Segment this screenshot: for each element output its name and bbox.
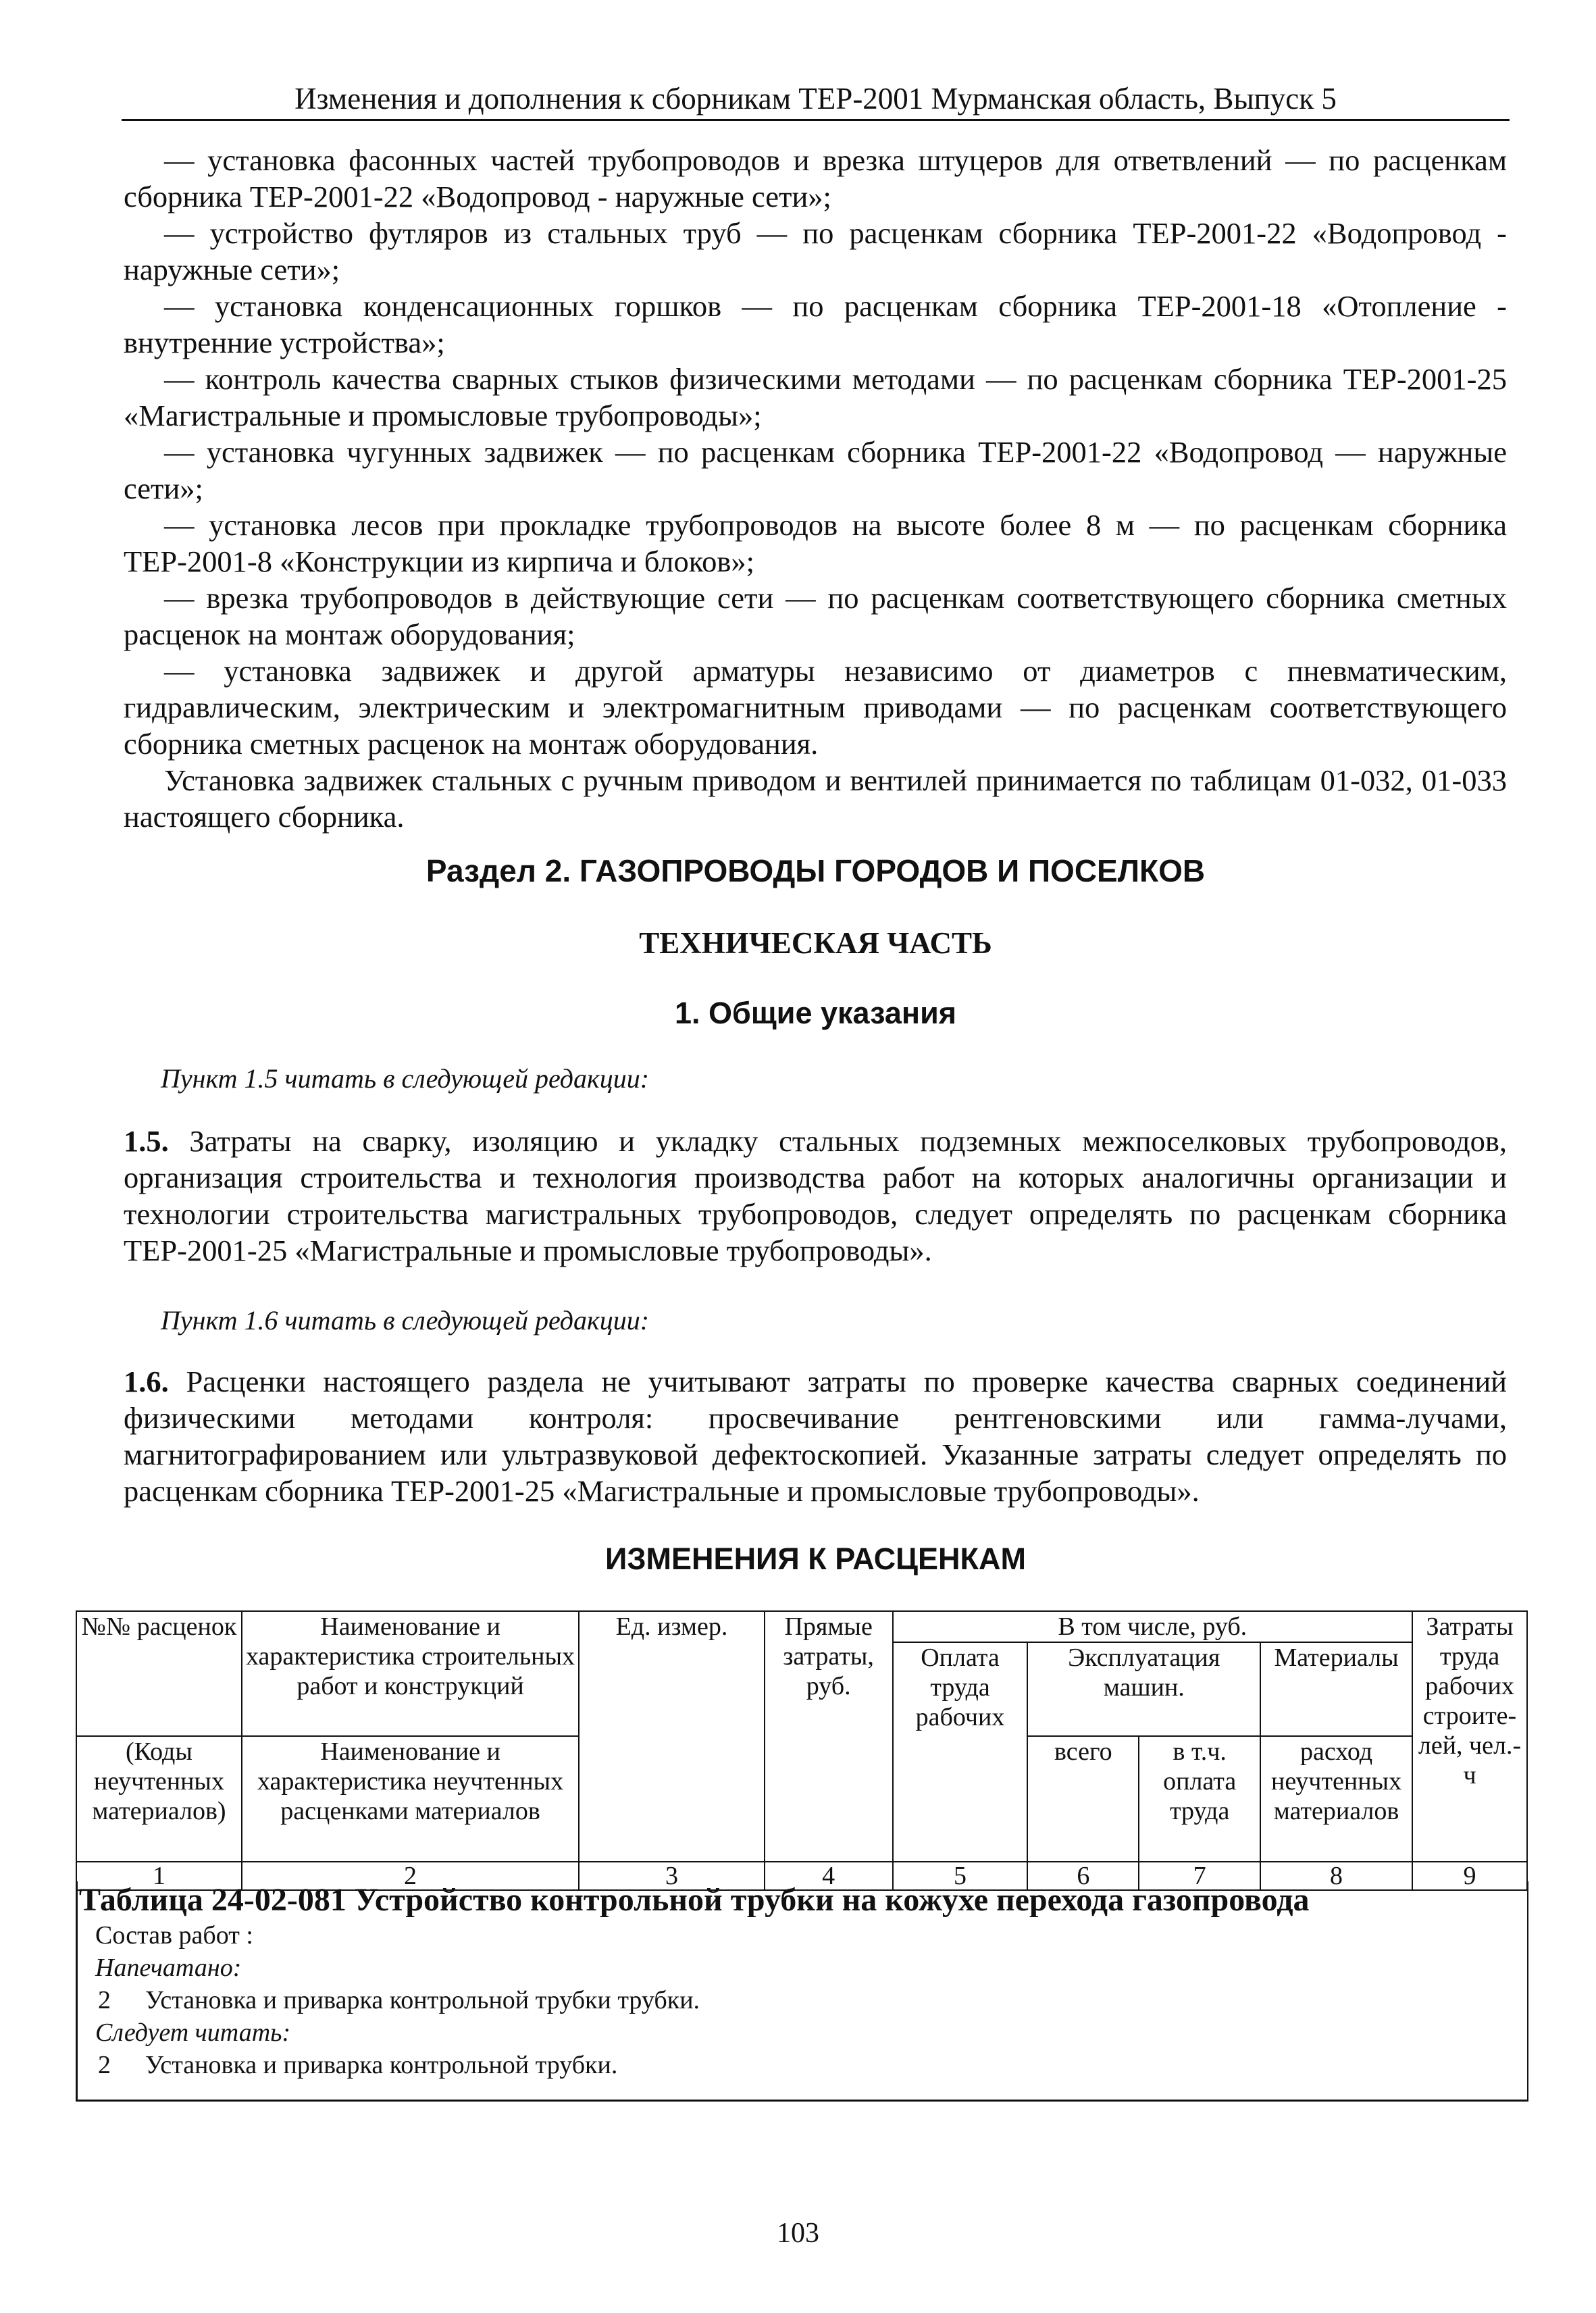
intro-paragraph: — установка фасонных частей трубопроводов и врезка штуцеров для ответвлений — по расценкам сборника ТЕР-2001-22 «Водопровод - наружные сети»; — [124, 143, 1507, 213]
general-provisions-title: 1. Общие указания — [674, 996, 957, 1030]
operation-number: 2 — [98, 1986, 111, 2014]
clause-1-6 — [124, 1363, 1507, 1509]
edit-note: Пункт 1.5 читать в следующей редакции: — [161, 1063, 650, 1094]
intro-paragraph: — контроль качества сварных стыков физическими методами — по расценкам сборника ТЕР-2001-25 «Магистральные и промысловые трубопроводы»; — [124, 362, 1507, 432]
table-body — [76, 1881, 1528, 2102]
clause-text: Затраты на сварку, изоляцию и укладку стальных подземных межпоселковых трубопроводов, организация строительства и технология производства работ на которых аналогичны организации и технологии строительства магистральных трубопроводов, следует определять по расценкам сборника ТЕР-2001-25 «Магистральные и промысловые трубопроводы». — [124, 1124, 1507, 1267]
operation-number: 2 — [98, 2051, 111, 2079]
header-cell-unit: Ед. измер. — [579, 1611, 765, 1862]
clause-text: Расценки настоящего раздела не учитывают затраты по проверке качества сварных соединений физическими методами контроля: просвечивание рентгеновскими или гамма-лучами, магнитографированием или ультразвуковой дефектоскопией. Указанные затраты следует определять по расценкам сборника ТЕР-2001-25 «Магистральные и промысловые трубопроводы». — [124, 1365, 1507, 1508]
column-number: 2 — [242, 1862, 579, 1890]
header-cell-including: В том числе, руб. — [893, 1611, 1412, 1642]
running-header: Изменения и дополнения к сборникам ТЕР-2001 Мурманская область, Выпуск 5 — [122, 80, 1510, 121]
header-cell-machines: Эксплуатация машин. — [1027, 1642, 1260, 1736]
column-number: 7 — [1139, 1862, 1260, 1890]
corrected-line — [84, 2049, 617, 2081]
header-cell-wages: Оплата труда рабочих — [893, 1642, 1028, 1862]
intro-paragraph: — установка лесов при прокладке трубопроводов на высоте более 8 м — по расценкам сборника ТЕР-2001-8 «Конструкции из кирпича и блоков»; — [124, 508, 1507, 578]
header-cell-material-names: Наименование и характеристика неучтенных расценками материалов — [242, 1736, 579, 1862]
header-cell-material-codes: (Коды неучтенных материалов) — [76, 1736, 242, 1862]
operation-text: Установка и приварка контрольной трубки трубки. — [145, 1986, 700, 2014]
clause-number: 1.6. — [124, 1365, 169, 1398]
technical-part-title: ТЕХНИЧЕСКАЯ ЧАСТЬ — [639, 926, 992, 960]
intro-paragraph: — врезка трубопроводов в действующие сети — по расценкам соответствующего сборника сметных расценок на монтаж оборудования; — [124, 581, 1507, 651]
printed-line — [84, 1984, 700, 2016]
header-cell-rate-number: №№ расценок — [76, 1611, 242, 1736]
printed-label: Напечатано: — [95, 1954, 242, 1982]
intro-paragraph: — установка конденсационных горшков — по расценкам сборника ТЕР-2001-18 «Отопление - внутренние устройства»; — [124, 289, 1507, 359]
intro-paragraph: — установка задвижек и другой арматуры независимо от диаметров с пневматическим, гидравлическим, электрическим и электромагнитным приводами — по расценкам соответствующего сборника сметных расценок на монтаж оборудования. — [124, 654, 1507, 761]
changes-title: ИЗМЕНЕНИЯ К РАСЦЕНКАМ — [605, 1542, 1026, 1576]
rates-table-header — [76, 1610, 1528, 1891]
intro-text — [124, 142, 1507, 835]
clause-1-5 — [124, 1123, 1507, 1269]
edit-note: Пункт 1.6 читать в следующей редакции: — [161, 1305, 650, 1336]
work-composition-label: Состав работ : — [95, 1921, 253, 1950]
column-number: 1 — [76, 1862, 242, 1890]
header-cell-work-name: Наименование и характеристика строительных работ и конструкций — [242, 1611, 579, 1736]
column-number: 4 — [765, 1862, 893, 1890]
clause-number: 1.5. — [124, 1124, 169, 1158]
column-number: 6 — [1027, 1862, 1139, 1890]
should-read-label: Следует читать: — [95, 2018, 291, 2047]
page-number: 103 — [777, 2218, 819, 2249]
intro-paragraph: — устройство футляров из стальных труб — по расценкам сборника ТЕР-2001-22 «Водопровод - наружные сети»; — [124, 216, 1507, 286]
intro-paragraph: — установка чугунных задвижек — по расценкам сборника ТЕР-2001-22 «Водопровод — наружные сети»; — [124, 435, 1507, 505]
section-title: Раздел 2. ГАЗОПРОВОДЫ ГОРОДОВ И ПОСЕЛКОВ — [426, 853, 1206, 888]
column-number: 9 — [1412, 1862, 1527, 1890]
header-cell-materials: Материалы — [1260, 1642, 1412, 1736]
operation-text: Установка и приварка контрольной трубки. — [145, 2051, 618, 2079]
column-number: 5 — [893, 1862, 1028, 1890]
intro-paragraph: Установка задвижек стальных с ручным приводом и вентилей принимается по таблицам 01-032, 01-033 настоящего сборника. — [124, 763, 1507, 834]
header-cell-machines-wages: в т.ч. оплата труда — [1139, 1736, 1260, 1862]
header-cell-direct-costs: Прямые затраты, руб. — [765, 1611, 893, 1862]
header-cell-unaccounted-materials: расход неучтенных материалов — [1260, 1736, 1412, 1862]
header-cell-labor-hours: Затраты труда рабочих строите-лей, чел.-ч — [1412, 1611, 1527, 1862]
column-number: 8 — [1260, 1862, 1412, 1890]
table-title: Таблица 24-02-081 Устройство контрольной трубки на кожухе перехода газопровода — [79, 1882, 1310, 1918]
header-cell-machines-total: всего — [1027, 1736, 1139, 1862]
column-number: 3 — [579, 1862, 765, 1890]
